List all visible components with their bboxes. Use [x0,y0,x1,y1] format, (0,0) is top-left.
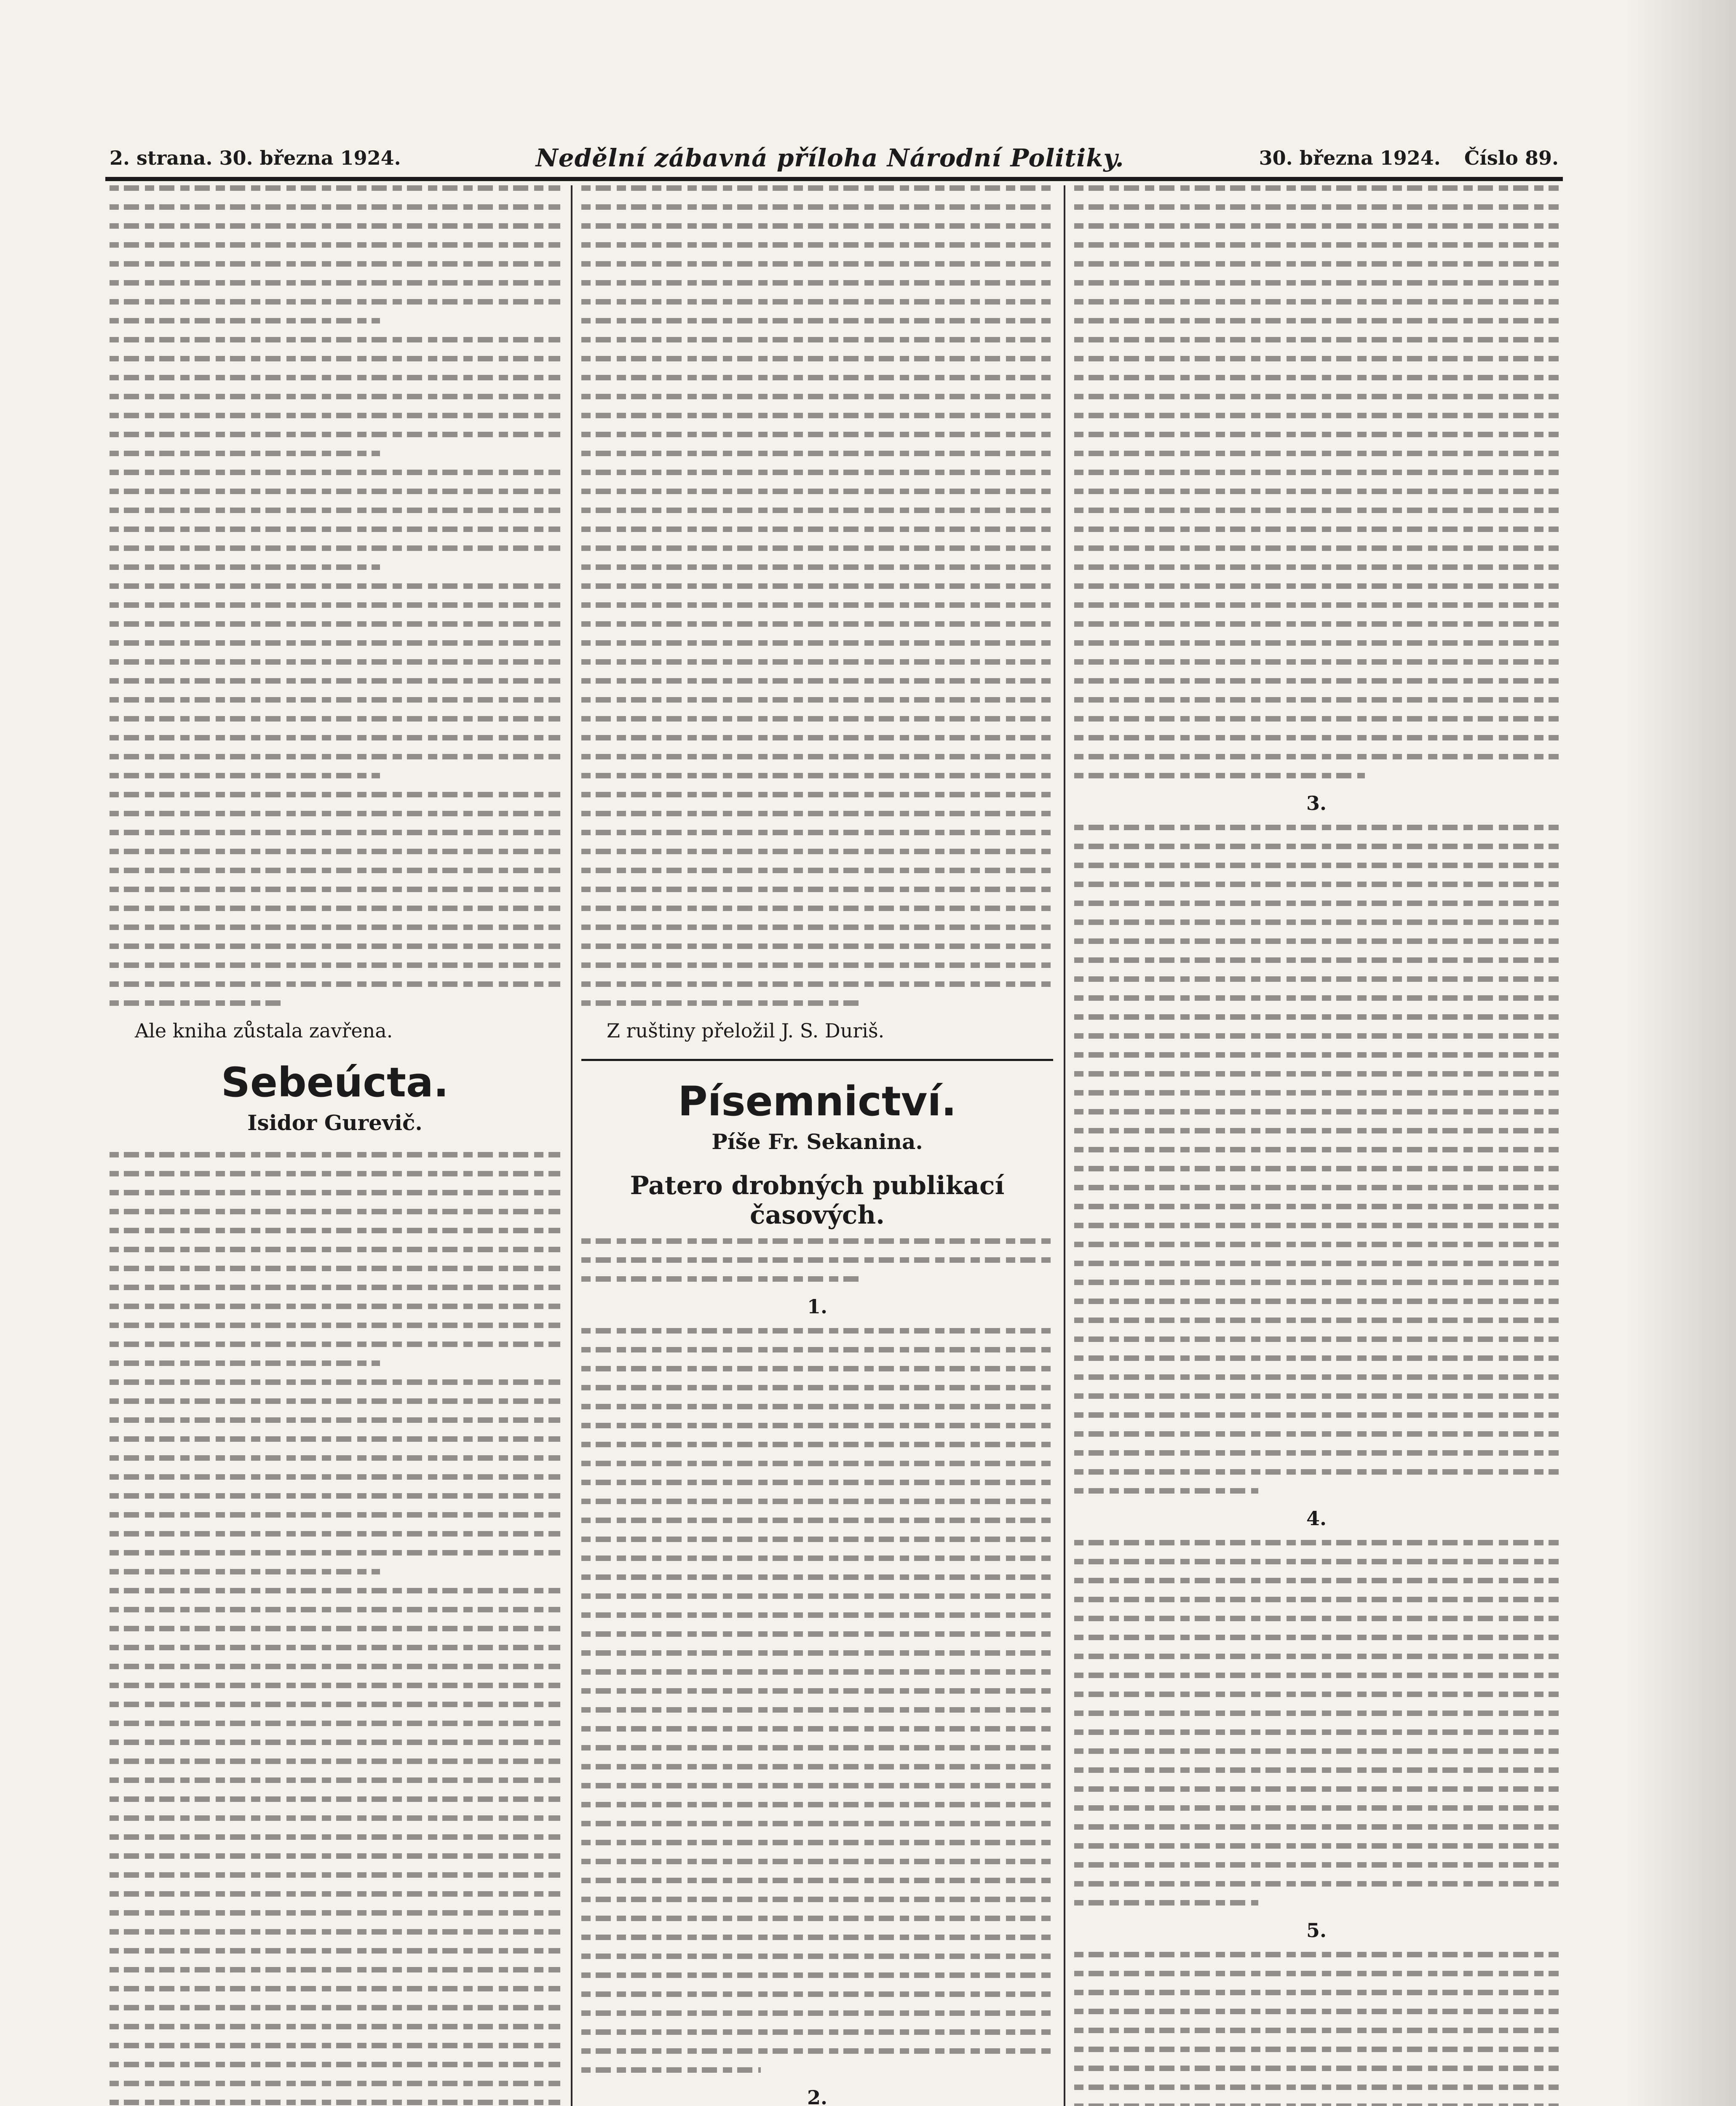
page-header [110,139,1559,177]
item-number: 3. [1306,792,1327,815]
column-3 [1074,185,1559,2106]
translator-credit: Z ruštiny přeložil J. S. Duriš. [607,1019,885,1042]
page-number-date: 2. strana. 30. března 1924. [110,147,401,169]
header-rule [105,177,1563,181]
section-title: Písemnictví. [678,1078,957,1125]
subhead-contents [581,1238,1053,1282]
story-text-block [110,185,560,1006]
item-number: 4. [1306,1507,1327,1530]
masthead: Nedělní zábavná příloha Národní Politiky. [535,144,1124,172]
page-edge-shadow [1626,0,1736,2106]
review-item-3 [1074,825,1559,1494]
item-number: 1. [807,1295,828,1318]
story-continuation [581,185,1053,1006]
story-closing-line: Ale kniha zůstala zavřena. [135,1019,393,1042]
review-item-2-continued [1074,185,1559,778]
issue-date: 30. března 1924. [1259,147,1441,169]
issue-number: Číslo 89. [1464,147,1559,169]
section-heading [581,1078,1053,1125]
column-1 [110,185,560,2106]
column-divider-2 [1064,185,1065,2106]
section-rule [581,1059,1053,1061]
header-right [1259,147,1559,169]
section-byline: Píše Fr. Sekanina. [712,1129,923,1154]
review-item-5 [1074,1952,1559,2106]
review-item-4 [1074,1540,1559,1906]
review-item-1 [581,1328,1053,2073]
story-body [110,1152,560,2106]
section-subhead: Patero drobných publikací časových. [630,1171,1005,1230]
column-divider-1 [571,185,572,2106]
column-2 [581,185,1053,2106]
item-number: 5. [1306,1919,1327,1942]
item-number: 2. [807,2086,828,2106]
story-title: Sebeúcta. [221,1059,449,1106]
story-heading [110,1059,560,1106]
story-author: Isidor Gurevič. [247,1110,423,1135]
